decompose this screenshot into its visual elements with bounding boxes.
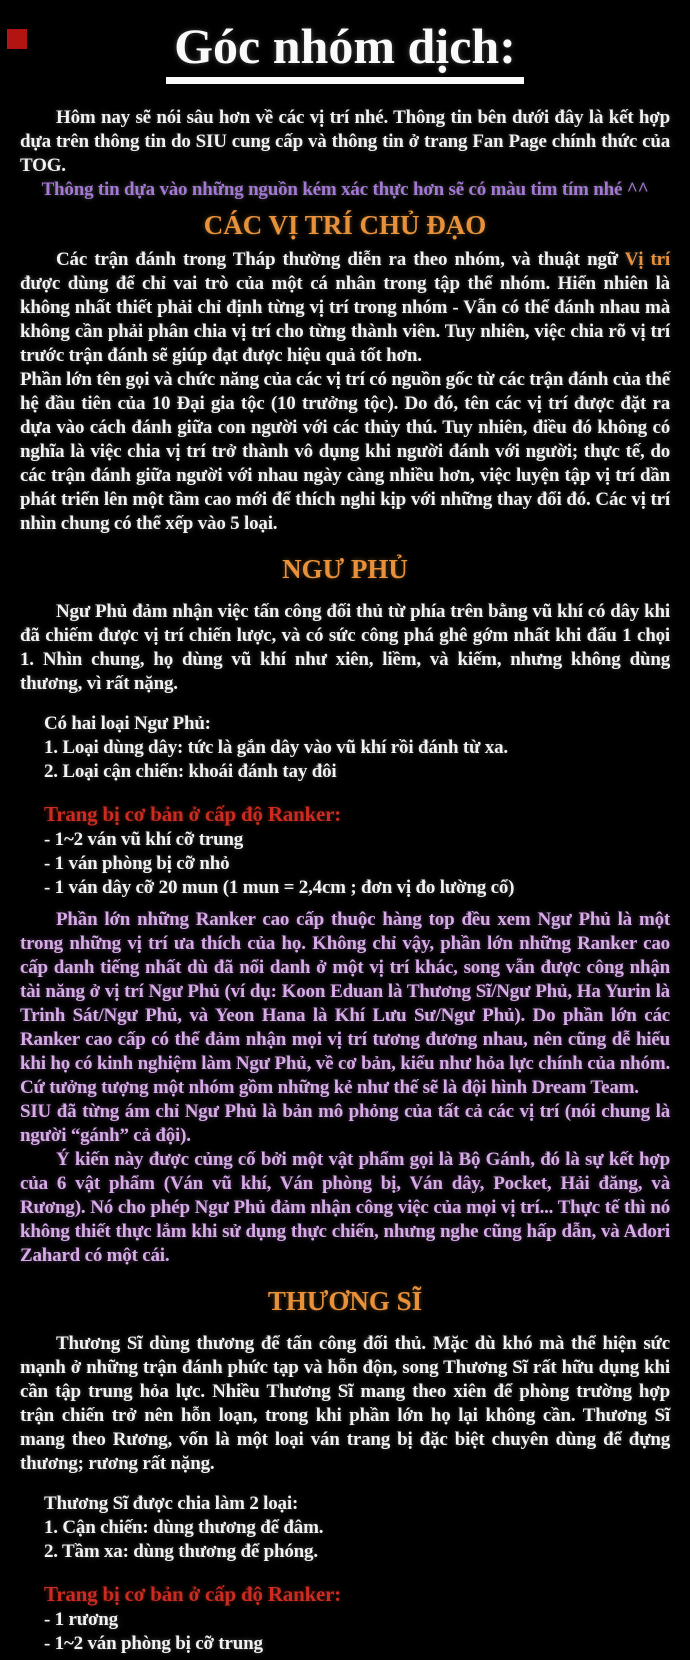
page-title: Góc nhóm dịch:	[166, 20, 524, 84]
main-paragraph-2: Phần lớn tên gọi và chức năng của các vị trí có nguồn gốc từ các trận đánh của thế hệ đầu tiên của 10 Đại gia tộc (10 trưởng tộc). Do đó, tên các vị trí được đặt ra dựa vào cách đánh giữa con người với các thủy thú. Tuy nhiên, điều đó không có nghĩa là việc chia vị trí trở thành vô dụng khi người đánh với người; thực tế, do các trận đánh giữa người với nhau ngày càng nhiều hơn, việc luyện tập vị trí dần phát triển lên một tầm cao mới để thích nghi kịp với những thay đổi đó. Các vị trí nhìn chung có thể xếp vào 5 loại.	[20, 368, 670, 534]
ngu-phu-paragraph: Ngư Phủ đảm nhận việc tấn công đối thủ từ phía trên bằng vũ khí có dây khi đã chiếm được vị trí chiến lược, và có sức công phá ghê gớm nhất khi đấu 1 chọi 1. Nhìn chung, họ dùng vũ khí như xiên, liềm, và kiếm, nhưng không dùng thương, vì rất nặng.	[20, 600, 670, 694]
list-item: 2. Loại cận chiến: khoái đánh tay đôi	[44, 760, 337, 782]
ngu-phu-equipment-list	[20, 828, 670, 900]
ngu-phu-lore	[20, 908, 670, 1268]
lore-paragraph-3: Ý kiến này được củng cố bởi một vật phẩm gọi là Bộ Gánh, đó là sự kết hợp của 6 vật phẩm (Ván vũ khí, Ván phòng bị, Ván dây, Pocket, Hải đăng, và Rương). Nó cho phép Ngư Phủ đảm nhận công việc của mọi vị trí... Thực tế thì nó không thiết thực lắm khi sử dụng thực chiến, nhưng nghe cũng hấp dẫn, và Adori Zahard có một cái.	[20, 1148, 670, 1266]
section-heading-main: CÁC VỊ TRÍ CHỦ ĐẠO	[203, 209, 487, 240]
intro-paragraph: Hôm nay sẽ nói sâu hơn về các vị trí nhé. Thông tin bên dưới đây là kết hợp dựa trên thông tin do SIU cung cấp và thông tin ở trang Fan Page chính thức của TOG.	[20, 106, 670, 176]
list-item: - 1~2 ván vũ khí cỡ trung	[44, 828, 244, 850]
ngu-phu-equipment-heading: Trang bị cơ bản ở cấp độ Ranker:	[44, 801, 342, 826]
lore-paragraph-1: Phần lớn những Ranker cao cấp thuộc hàng top đều xem Ngư Phủ là một trong những vị trí ưa thích của họ. Không chỉ vậy, phần lớn những Ranker cao cấp danh tiếng nhất dù đã nổi danh ở một vị trí khác, song vẫn được công nhận tài năng ở vị trí Ngư Phủ (ví dụ: Koon Eduan là Thương Sĩ/Ngư Phủ, Ha Yurin là Trinh Sát/Ngư Phủ, và Yeon Hana là Khí Lưu Sư/Ngư Phủ). Do phần lớn các Ranker cao cấp có thể đảm nhận mọi vị trí tương đương nhau, nên cũng dễ hiểu khi họ có kinh nghiệm làm Ngư Phủ, về cơ bản, kiểu như hỏa lực chính của nhóm. Cứ tưởng tượng một nhóm gồm những kẻ như thế sẽ là đội hình Dream Team.	[20, 908, 670, 1098]
list-item: - 1 ván phòng bị cỡ nhỏ	[44, 852, 230, 874]
list-item: 2. Tầm xa: dùng thương để phóng.	[44, 1540, 318, 1562]
page-content	[0, 20, 690, 1656]
thuong-si-equipment-list	[20, 1608, 670, 1656]
list-item: 1. Loại dùng dây: tức là gắn dây vào vũ khí rồi đánh từ xa.	[44, 736, 508, 758]
thuong-si-types	[20, 1492, 670, 1564]
main-paragraph-1	[20, 248, 670, 368]
lore-paragraph-2: SIU đã từng ám chỉ Ngư Phủ là bản mô phỏng của tất cả các vị trí (nói chung là người “gánh” cả đội).	[20, 1100, 670, 1146]
thuong-si-types-label: Thương Sĩ được chia làm 2 loại:	[44, 1492, 299, 1514]
list-item: 1. Cận chiến: dùng thương để đâm.	[44, 1516, 324, 1538]
list-item: - 1 rương	[44, 1608, 118, 1630]
ngu-phu-types	[20, 712, 670, 784]
intro-note: Thông tin dựa vào những nguồn kém xác thực hơn sẽ có màu tim tím nhé ^^	[41, 178, 649, 200]
thuong-si-equipment-heading: Trang bị cơ bản ở cấp độ Ranker:	[44, 1581, 342, 1606]
position-term-highlight: Vị trí	[624, 248, 670, 270]
list-item: - 1~2 ván phòng bị cỡ trung	[44, 1632, 263, 1654]
ngu-phu-types-label: Có hai loại Ngư Phủ:	[44, 712, 211, 734]
list-item: - 1 ván dây cỡ 20 mun (1 mun = 2,4cm ; đơn vị đo lường cổ)	[44, 876, 515, 898]
thuong-si-paragraph: Thương Sĩ dùng thương để tấn công đối thủ. Mặc dù khó mà thể hiện sức mạnh ở những trận đánh phức tạp và hỗn độn, song Thương Sĩ rất hữu dụng khi cần tập trung hỏa lực. Nhiều Thương Sĩ mang theo xiên để phòng trường hợp trận chiến trở nên hỗn loạn, trong khi phần lớn họ lại không cần. Thương Sĩ mang theo Rương, vốn là một loại ván trang bị đặc biệt chuyên dùng để đựng thương; rương rất nặng.	[20, 1332, 670, 1474]
section-heading-thuong-si: THƯƠNG SĨ	[267, 1285, 423, 1316]
main-paragraph-1-before: Các trận đánh trong Tháp thường diễn ra theo nhóm, và thuật ngữ	[56, 248, 625, 270]
corner-marker	[7, 29, 27, 49]
main-paragraph-1-after: được dùng để chỉ vai trò của một cá nhân trong tập thể nhóm. Hiển nhiên là không nhất thiết phải chỉ định từng vị trí trong nhóm - Vẫn có thể đánh nhau mà không cần phải phân chia vị trí cho từng thành viên. Tuy nhiên, việc chia rõ vị trí trước trận đánh sẽ giúp đạt được hiệu quả tốt hơn.	[20, 272, 670, 366]
section-heading-ngu-phu: NGƯ PHỦ	[282, 553, 408, 584]
title-wrap	[20, 20, 670, 84]
